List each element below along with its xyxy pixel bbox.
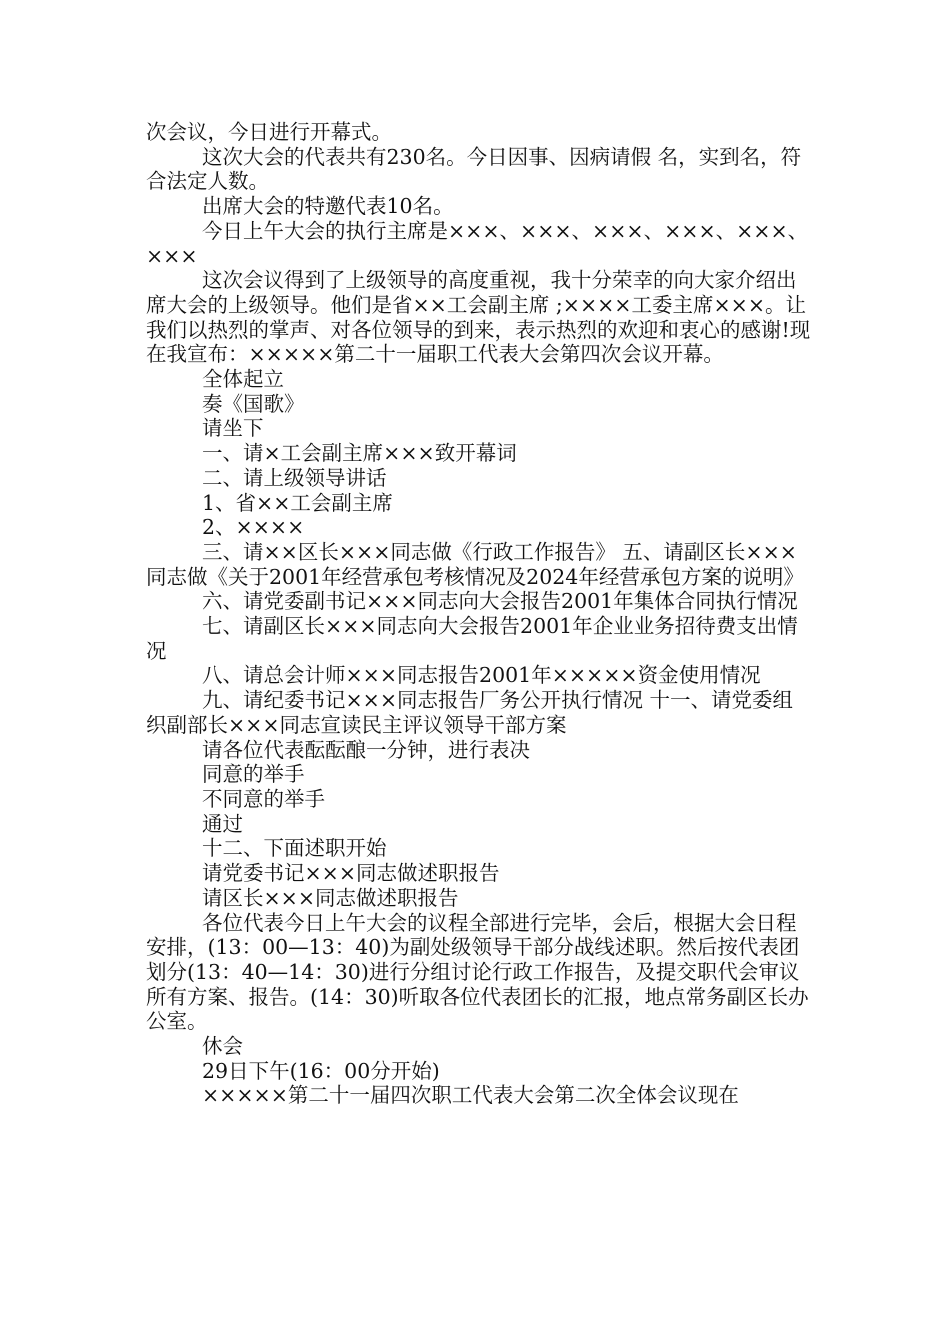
- paragraph: 全体起立: [202, 367, 284, 392]
- paragraph: 次会议，今日进行开幕式。: [146, 120, 392, 144]
- paragraph: 三、请××区长×××同志做《行政工作报告》 五、请副区长×××同志做《关于2001年经营承包考核情况及2024年经营承包方案的说明》: [146, 539, 804, 589]
- paragraph: 请坐下: [202, 416, 264, 441]
- paragraph: 这次会议得到了上级领导的高度重视，我十分荣幸的向大家介绍出席大会的上级领导。他们是省××工会副主席 ;××××工委主席×××。让我们以热烈的掌声、对各位领导的到来，表示热烈的欢迎和衷心的感谢!现在我宣布：×××××第二十一届职工代表大会第四次会议开幕。: [146, 268, 811, 367]
- paragraph: 八、请总会计师×××同志报告2001年×××××资金使用情况: [202, 663, 761, 688]
- paragraph: 各位代表今日上午大会的议程全部进行完毕，会后，根据大会日程安排，(13：00—13：40)为副处级领导干部分战线述职。然后按代表团划分(13：40—14：30)进行分组讨论行政工作报告，及提交职代会审议所有方案、报告。(14：30)听取各位代表团长的汇报，地点常务副区长办公室。: [146, 910, 809, 1034]
- document-body: [146, 120, 811, 1108]
- paragraph: 请各位代表酝酝酿一分钟，进行表决: [202, 737, 530, 762]
- paragraph: 奏《国歌》: [202, 391, 305, 416]
- paragraph: 通过: [202, 811, 243, 836]
- paragraph: 请区长×××同志做述职报告: [202, 885, 459, 910]
- paragraph: 休会: [202, 1034, 243, 1059]
- paragraph: 二、请上级领导讲话: [202, 465, 387, 490]
- paragraph: 同意的举手: [202, 762, 305, 787]
- paragraph: 29日下午(16：00分开始): [202, 1058, 440, 1083]
- paragraph: 今日上午大会的执行主席是×××、×××、×××、×××、×××、×××: [146, 218, 809, 268]
- paragraph: 2、××××: [202, 515, 305, 540]
- paragraph: 七、请副区长×××同志向大会报告2001年企业业务招待费支出情况: [146, 614, 798, 663]
- paragraph: ×××××第二十一届四次职工代表大会第二次全体会议现在: [202, 1083, 739, 1108]
- paragraph: 请党委书记×××同志做述职报告: [202, 861, 500, 886]
- paragraph: 1、省××工会副主席: [202, 490, 393, 515]
- paragraph: 十二、下面述职开始: [202, 836, 387, 861]
- paragraph: 出席大会的特邀代表10名。: [202, 194, 454, 219]
- paragraph: 一、请×工会副主席×××致开幕词: [202, 441, 517, 466]
- paragraph: 九、请纪委书记×××同志报告厂务公开执行情况 十一、请党委组织副部长×××同志宣读民主评议领导干部方案: [146, 688, 794, 737]
- paragraph: 不同意的举手: [202, 786, 325, 811]
- paragraph: 这次大会的代表共有230名。今日因事、因病请假 名，实到名，符合法定人数。: [146, 144, 802, 194]
- paragraph: 六、请党委副书记×××同志向大会报告2001年集体合同执行情况: [202, 589, 798, 614]
